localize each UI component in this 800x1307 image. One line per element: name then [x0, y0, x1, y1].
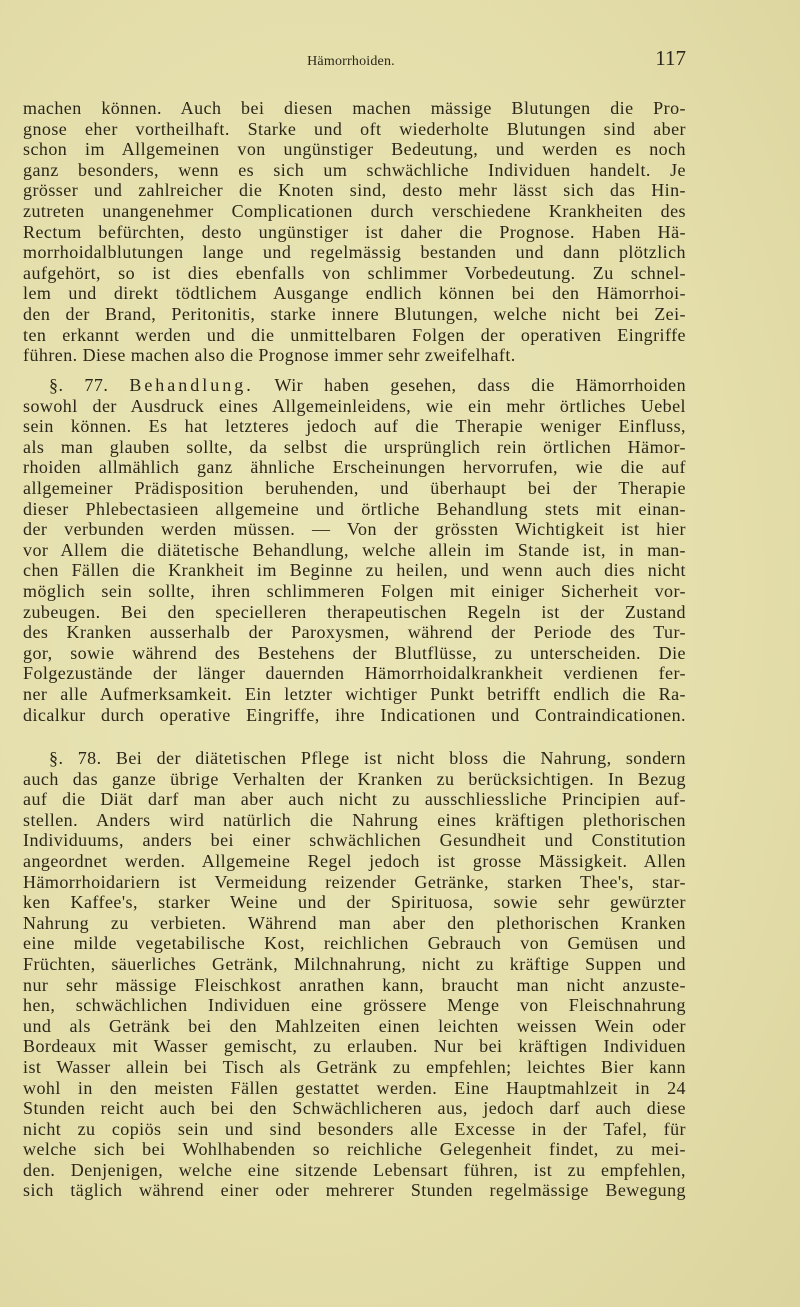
text-line: vor Allem die diätetische Behandlung, welche allein im Stande ist, in man- [23, 539, 686, 560]
first-line-text: Bei der diätetischen Pflege ist nicht bloss die Nahrung, sondern [115, 748, 686, 768]
text-line: machen können. Auch bei diesen machen mässige Blutungen die Pro- [23, 98, 686, 118]
text-line: gor, sowie während des Bestehens der Blutflüsse, zu unterscheiden. Die [23, 642, 686, 663]
text-line: zutreten unangenehmer Complicationen durch verschiedene Krankheiten des [23, 200, 686, 221]
text-line: dicalkur durch operative Eingriffe, ihre Indicationen und Contraindicationen. [23, 704, 686, 725]
text-line: grösser und zahlreicher die Knoten sind, desto mehr lässt sich das Hin- [23, 180, 686, 201]
section-number: §. 78. [49, 748, 102, 768]
paragraph-section-77 [23, 375, 686, 725]
text-line: ist Wasser allein bei Tisch als Getränk zu empfehlen; leichtes Bier kann [23, 1056, 686, 1077]
text-line: nur sehr mässige Fleischkost anrathen kann, braucht man nicht anzuste- [23, 974, 686, 995]
running-header-title: Hämorrhoiden. [307, 54, 395, 69]
text-line: wohl in den meisten Fällen gestattet werden. Eine Hauptmahlzeit in 24 [23, 1077, 686, 1098]
text-line: stellen. Anders wird natürlich die Nahrung eines kräftigen plethorischen [23, 809, 686, 830]
text-line: Nahrung zu verbieten. Während man aber den plethorischen Kranken [23, 912, 686, 933]
text-line: allgemeiner Prädisposition beruhenden, und überhaupt bei der Therapie [23, 477, 686, 498]
text-line: welche sich bei Wohlhabenden so reichliche Gelegenheit findet, zu mei- [23, 1139, 686, 1160]
text-line: schon im Allgemeinen von ungünstiger Bedeutung, und werden es noch [23, 139, 686, 160]
text-line: als man glauben sollte, da selbst die ursprünglich rein örtlichen Hämor- [23, 436, 686, 457]
text-line: Früchten, säuerliches Getränk, Milchnahrung, nicht zu kräftige Suppen und [23, 953, 686, 974]
text-line: zubeugen. Bei den specielleren therapeutischen Regeln ist der Zustand [23, 601, 686, 622]
text-line: und als Getränk bei den Mahlzeiten einen leichten weissen Wein oder [23, 1015, 686, 1036]
text-line: sowohl der Ausdruck eines Allgemeinleidens, wie ein mehr örtliches Uebel [23, 395, 686, 416]
text-line: Bordeaux mit Wasser gemischt, zu erlauben. Nur bei kräftigen Individuen [23, 1036, 686, 1057]
section-number: §. 77. [49, 375, 109, 395]
paragraph-first-line [23, 748, 686, 769]
text-line: nicht zu copiös sein und sind besonders alle Excesse in der Tafel, für [23, 1118, 686, 1139]
text-line: ganz besonders, wenn es sich um schwächliche Individuen handelt. Je [23, 159, 686, 180]
text-line: rhoiden allmählich ganz ähnliche Erscheinungen hervorrufen, wie die auf [23, 457, 686, 478]
section-heading: Behandlung. [129, 375, 254, 395]
text-line: angeordnet werden. Allgemeine Regel jedoch ist grosse Mässigkeit. Allen [23, 850, 686, 871]
page-number: 117 [655, 46, 686, 70]
text-line: hen, schwächlichen Individuen eine grössere Menge von Fleischnahrung [23, 995, 686, 1016]
text-line: morrhoidalblutungen lange und regelmässig bestanden und dann plötzlich [23, 242, 686, 263]
text-line: den der Brand, Peritonitis, starke innere Blutungen, welche nicht bei Zei- [23, 303, 686, 324]
text-line: der verbunden werden müssen. — Von der grössten Wichtigkeit ist hier [23, 519, 686, 540]
text-line: ten erkannt werden und die unmittelbaren Folgen der operativen Eingriffe [23, 324, 686, 345]
text-line: lem und direkt tödtlichem Ausgange endlich können bei den Hämorrhoi- [23, 283, 686, 304]
text-line: chen Fällen die Krankheit im Beginne zu heilen, und wenn auch dies nicht [23, 560, 686, 581]
paragraph-first-line [23, 375, 686, 396]
text-line: führen. Diese machen also die Prognose immer sehr zweifelhaft. [23, 345, 516, 366]
text-line: Stunden reicht auch bei den Schwächlicheren aus, jedoch darf auch diese [23, 1098, 686, 1119]
text-line: Individuums, anders bei einer schwächlichen Gesundheit und Constitution [23, 830, 686, 851]
text-line: sich täglich während einer oder mehrerer Stunden regelmässige Bewegung [23, 1180, 686, 1201]
text-line: eine milde vegetabilische Kost, reichlichen Gebrauch von Gemüsen und [23, 933, 686, 954]
text-line: ken Kaffee's, starker Weine und der Spirituosa, sowie sehr gewürzter [23, 892, 686, 913]
text-line: Folgezustände der länger dauernden Hämorrhoidalkrankheit verdienen fer- [23, 663, 686, 684]
text-line: des Kranken ausserhalb der Paroxysmen, während der Periode des Tur- [23, 622, 686, 643]
first-line-text: Wir haben gesehen, dass die Hämorrhoiden [274, 375, 687, 395]
text-line: möglich sein sollte, ihren schlimmeren Folgen mit einiger Sicherheit vor- [23, 580, 686, 601]
text-line: gnose eher vortheilhaft. Starke und oft wiederholte Blutungen sind aber [23, 118, 686, 139]
text-line: Hämorrhoidariern ist Vermeidung reizender Getränke, starken Thee's, star- [23, 871, 686, 892]
text-line: den. Denjenigen, welche eine sitzende Lebensart führen, ist zu empfehlen, [23, 1159, 686, 1180]
text-line: auf die Diät darf man aber auch nicht zu ausschliessliche Principien auf- [23, 789, 686, 810]
paragraph-prognosis-continued [23, 98, 686, 366]
text-line: aufgehört, so ist dies ebenfalls von schlimmer Vorbedeutung. Zu schnel- [23, 262, 686, 283]
paragraph-section-78 [23, 748, 686, 1201]
text-line: sein können. Es hat letzteres jedoch auf die Therapie weniger Einfluss, [23, 416, 686, 437]
text-line: dieser Phlebectasieen allgemeine und örtliche Behandlung stets mit einan- [23, 498, 686, 519]
text-line: auch das ganze übrige Verhalten der Kranken zu berücksichtigen. In Bezug [23, 768, 686, 789]
text-line: Rectum befürchten, desto ungünstiger ist daher die Prognose. Haben Hä- [23, 221, 686, 242]
text-line: ner alle Aufmerksamkeit. Ein letzter wichtiger Punkt betrifft endlich die Ra- [23, 683, 686, 704]
